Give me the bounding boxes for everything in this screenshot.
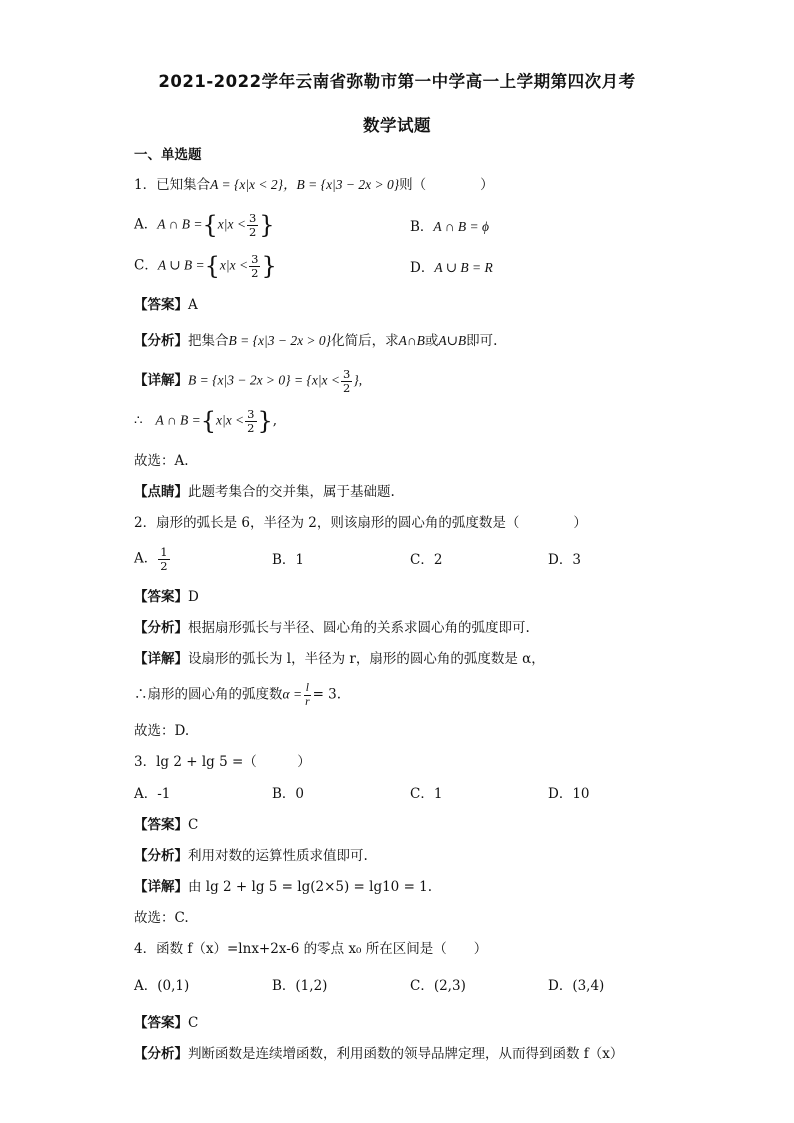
q2-formula: ∴扇形的圆心角的弧度数α = $\frac{l}{r}$ = 3. <box>134 682 342 708</box>
q4-option-a: A．(0,1) <box>134 978 190 994</box>
q1-option-c-fraction: $\frac{3}{2}$ <box>251 252 259 280</box>
q1-option-c-expr: A ∪ B = <box>157 257 205 273</box>
q1-detail: 【详解】B = {x|3 − 2x > 0} = {x|x < $\frac{3}{2}$ }, <box>134 367 363 395</box>
q4-analysis: 【分析】判断函数是连续增函数，利用函数的领导品牌定理，从而得到函数 f（x） <box>134 1046 624 1062</box>
q1-analysis: 【分析】把集合B = {x|3 − 2x > 0}化简后，求A∩B或A∪B即可. <box>134 333 498 349</box>
q1-option-a-fraction: $\frac{3}{2}$ <box>248 211 257 239</box>
q2-analysis: 【分析】根据扇形弧长与半径、圆心角的关系求圆心角的弧度即可. <box>134 620 530 636</box>
q3-option-c: C．1 <box>410 786 443 802</box>
q1-analysis-tag: 【分析】 <box>134 333 188 349</box>
question-1-stem <box>134 177 494 193</box>
q3-analysis: 【分析】利用对数的运算性质求值即可. <box>134 848 368 864</box>
q1-set-a: A = {x|x < 2} <box>210 177 284 192</box>
q1-option-d-label: D． <box>410 260 435 276</box>
q1-option-d-expr: A ∪ B = R <box>434 260 493 275</box>
q2-option-a-fraction: $\frac{1}{2}$ <box>160 545 168 573</box>
q3-option-a: A．-1 <box>134 786 171 802</box>
q1-option-a-expr: A ∩ B = <box>157 216 203 232</box>
q1-option-d <box>410 260 493 276</box>
q4-answer: 【答案】C <box>134 1015 199 1031</box>
q1-comment-tag: 【点睛】 <box>134 484 188 500</box>
q3-choice: 故选：C. <box>134 910 189 926</box>
q2-answer: 【答案】D <box>134 589 199 605</box>
q1-choice: 故选：A. <box>134 453 189 469</box>
q1-option-b-expr: A ∩ B = ϕ <box>433 219 490 234</box>
q3-detail: 【详解】由 lg 2 + lg 5 = lg(2×5) = lg10 = 1. <box>134 879 433 895</box>
q1-therefore-fraction: $\frac{3}{2}$ <box>247 407 255 435</box>
q1-detail-fraction: $\frac{3}{2}$ <box>343 367 351 395</box>
q1-answer <box>134 297 198 313</box>
q2-formula-fraction: $\frac{l}{r}$ <box>305 682 310 708</box>
q1-option-c: C．A ∪ B ={x|x < $\frac{3}{2}$ } <box>134 252 277 281</box>
q1-option-b-label: B． <box>410 219 434 235</box>
q1-stem-tail: 则（ ） <box>399 177 494 193</box>
q1-option-a-inner: x|x < <box>217 216 246 232</box>
q1-therefore: ∴ A ∩ B ={x|x < $\frac{3}{2}$ }, <box>134 407 278 436</box>
page-subtitle: 数学试题 <box>363 116 431 135</box>
q2-option-b: B．1 <box>272 552 305 568</box>
q1-answer-tag: 【答案】 <box>134 297 188 313</box>
q3-option-b: B．0 <box>272 786 305 802</box>
q3-answer: 【答案】C <box>134 817 199 833</box>
q1-option-a: A．A ∩ B ={x|x < $\frac{3}{2}$ } <box>134 211 275 240</box>
q1-detail-tag: 【详解】 <box>134 372 188 389</box>
q1-option-a-label: A． <box>134 216 158 233</box>
q2-choice: 故选：D. <box>134 723 190 739</box>
q2-option-c: C．2 <box>410 552 443 568</box>
q4-option-b: B．(1,2) <box>272 978 328 994</box>
q1-set-b: ，B = {x|3 − 2x > 0} <box>283 177 400 192</box>
question-2-stem: 2．扇形的弧长是 6，半径为 2，则该扇形的圆心角的弧度数是（ ） <box>134 515 587 531</box>
q1-comment: 【点睛】此题考集合的交并集，属于基础题. <box>134 484 395 500</box>
q2-detail: 【详解】设扇形的弧长为 l，半径为 r，扇形的圆心角的弧度数是 α， <box>134 651 545 667</box>
q1-option-c-inner: x|x < <box>219 257 249 273</box>
q2-option-a: A． $\frac{1}{2}$ <box>134 545 168 573</box>
page-title: 2021-2022学年云南省弥勒市第一中学高一上学期第四次月考 <box>158 72 636 91</box>
q4-option-c: C．(2,3) <box>410 978 466 994</box>
q1-stem-text: 1．已知集合 <box>134 177 211 193</box>
q4-option-d: D．(3,4) <box>548 978 605 994</box>
q1-option-c-label: C． <box>134 257 158 274</box>
q1-answer-value: A <box>188 297 198 313</box>
section-heading: 一、单选题 <box>134 147 202 163</box>
question-3-stem: 3．lg 2 + lg 5 =（ ） <box>134 754 311 770</box>
q2-option-d: D．3 <box>548 552 581 568</box>
q3-option-d: D．10 <box>548 786 590 802</box>
question-4-stem: 4．函数 f（x）=lnx+2x-6 的零点 x₀ 所在区间是（ ） <box>134 941 488 957</box>
q1-option-b <box>410 219 489 235</box>
